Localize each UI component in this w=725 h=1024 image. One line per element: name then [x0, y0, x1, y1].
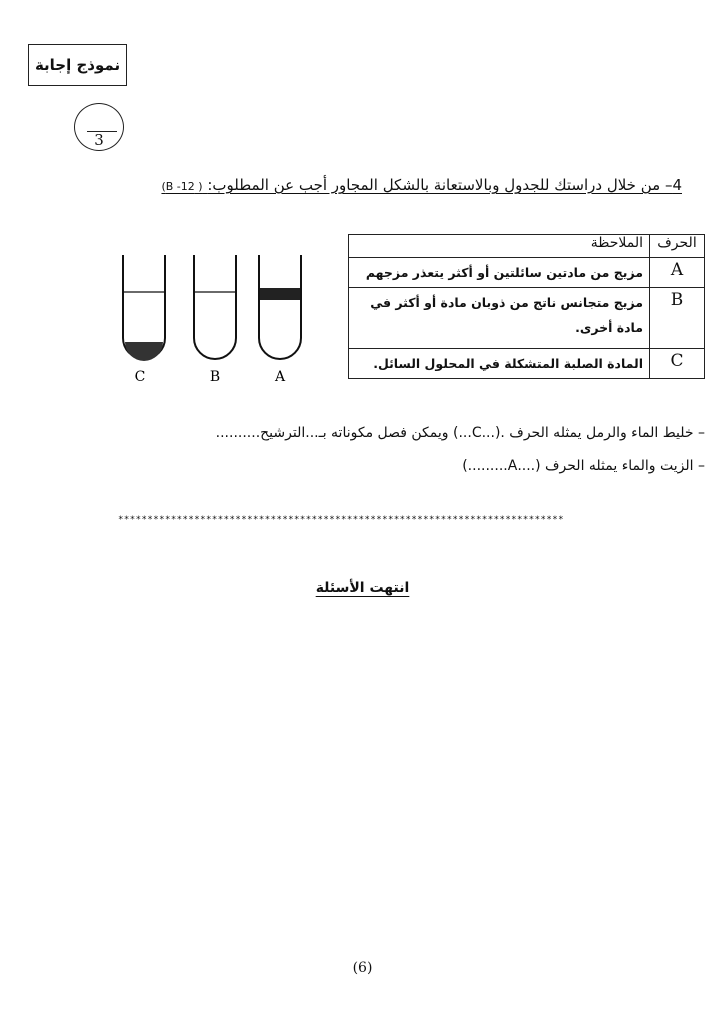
table-row: [349, 288, 705, 349]
table-row: [349, 349, 705, 379]
row-note: مزيج متجانس ناتج من ذوبان مادة أو أكثر في مادة أخرى.: [349, 288, 650, 349]
model-answer-badge: [28, 44, 127, 86]
score-value: 3: [94, 131, 104, 149]
tube-label-b: B: [209, 369, 221, 385]
row-note: مزيج من مادتين سائلتين أو أكثر يتعذر مزجهم: [349, 258, 650, 288]
end-of-questions: انتهت الأسئلة: [315, 580, 410, 596]
tube-label-c: C: [134, 369, 146, 385]
row-letter: A: [650, 258, 705, 288]
model-answer-label: نموذج إجابة: [34, 56, 121, 74]
observations-table: [348, 234, 705, 379]
test-tubes-figure: [113, 250, 313, 390]
score-circle: [74, 103, 124, 151]
tube-a-icon: [259, 255, 301, 359]
header-note: الملاحظة: [349, 235, 650, 258]
table-header-row: [349, 235, 705, 258]
answer-line-2: – الزيت والماء يمثله الحرف (....A.........): [462, 458, 705, 474]
header-letter: الحرف: [650, 235, 705, 258]
tube-b-icon: [194, 255, 236, 359]
table-row: [349, 258, 705, 288]
row-note: المادة الصلبة المتشكلة في المحلول السائل.: [349, 349, 650, 379]
question-title: [161, 176, 682, 194]
answer-line-1: – خليط الماء والرمل يمثله الحرف .(...C...) ويمكن فصل مكوناته بـ...الترشيح..........: [215, 425, 705, 441]
tube-c-icon: [123, 255, 165, 361]
question-text: 4– من خلال دراستك للجدول وبالاستعانة بالشكل المجاور أجب عن المطلوب:: [207, 176, 682, 194]
question-reference: ( B -12): [161, 180, 203, 193]
row-letter: C: [650, 349, 705, 379]
page-number: (6): [352, 960, 373, 976]
row-letter: B: [650, 288, 705, 349]
tube-label-a: A: [274, 369, 286, 385]
separator-stars: ****************************************************************************: [118, 515, 565, 525]
